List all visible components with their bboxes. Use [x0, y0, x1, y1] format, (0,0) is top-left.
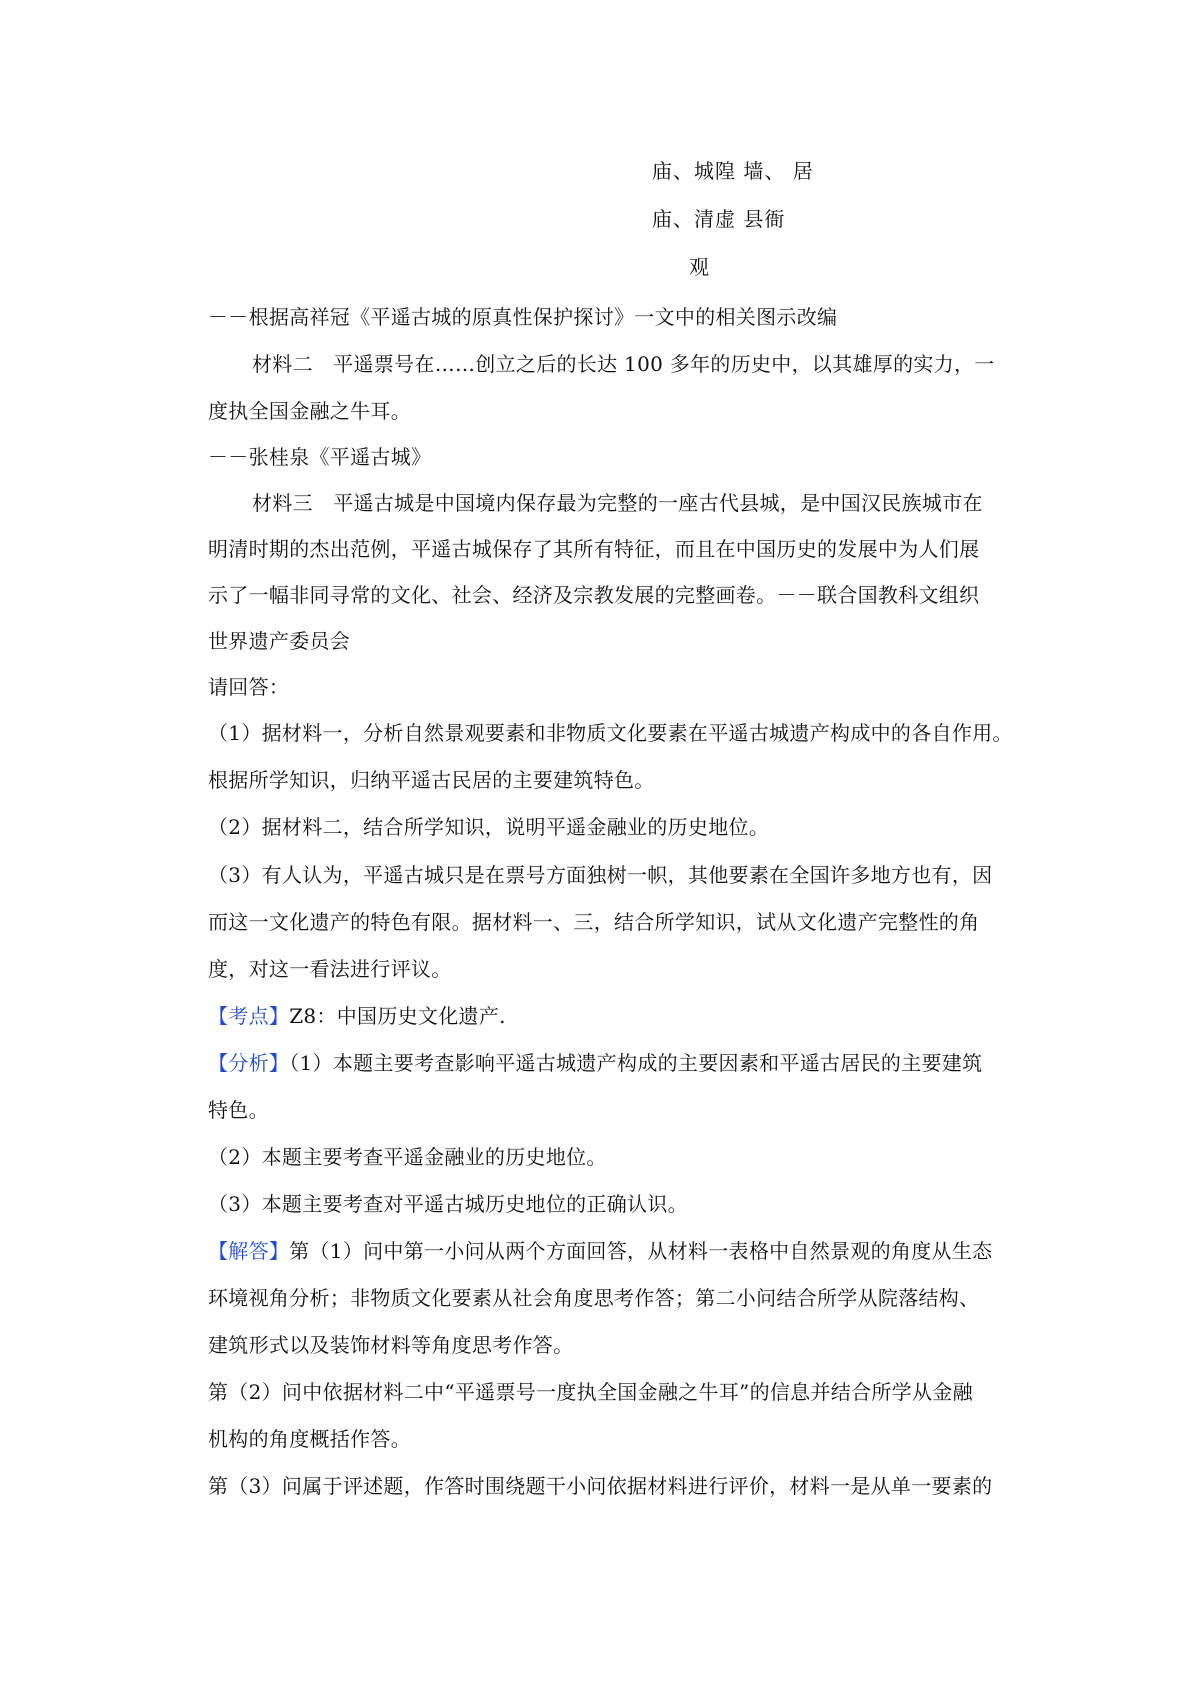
material-3-line-4: 世界遗产委员会	[208, 629, 351, 653]
material-3-line-1: 材料三 平遥古城是中国境内保存最为完整的一座古代县城，是中国汉民族城市在	[252, 491, 983, 515]
question-3-line-3: 度，对这一看法进行评议。	[208, 957, 452, 981]
kaodian-text: Z8：中国历史文化遗产.	[289, 1004, 506, 1028]
question-1-line-1: （1）据材料一，分析自然景观要素和非物质文化要素在平遥古城遗产构成中的各自作用。	[208, 721, 1013, 745]
kaodian-tag: 【考点】	[208, 1004, 290, 1028]
source-note-1: －－根据高祥冠《平遥古城的原真性保护探讨》一文中的相关图示改编	[208, 305, 838, 329]
kaodian-line	[208, 1001, 506, 1031]
jieda-line-1	[208, 1236, 992, 1266]
question-3-line-2: 而这一文化遗产的特色有限。据材料一、三，结合所学知识，试从文化遗产完整性的角	[208, 910, 980, 934]
fenxi-line-2: 特色。	[208, 1098, 269, 1122]
jieda-line-2: 环境视角分析；非物质文化要素从社会角度思考作答；第二小问结合所学从院落结构、	[208, 1286, 980, 1310]
jieda-text: 第（1）问中第一小问从两个方面回答，从材料一表格中自然景观的角度从生态	[289, 1239, 993, 1263]
jieda-line-5: 机构的角度概括作答。	[208, 1427, 411, 1451]
source-note-2: －－张桂泉《平遥古城》	[208, 445, 432, 469]
fenxi-tag: 【分析】	[208, 1051, 290, 1075]
question-1-line-2: 根据所学知识，归纳平遥古民居的主要建筑特色。	[208, 768, 655, 792]
jieda-line-4: 第（2）问中依据材料二中“平遥票号一度执全国金融之牛耳”的信息并结合所学从金融	[208, 1380, 973, 1404]
jieda-line-6: 第（3）问属于评述题，作答时围绕题干小问依据材料进行评价，材料一是从单一要素的	[208, 1474, 993, 1498]
jieda-tag: 【解答】	[208, 1239, 290, 1263]
fenxi-line-4: （3）本题主要考查对平遥古城历史地位的正确认识。	[208, 1192, 688, 1216]
jieda-line-3: 建筑形式以及装饰材料等角度思考作答。	[208, 1333, 574, 1357]
material-3-line-3: 示了一幅非同寻常的文化、社会、经济及宗教发展的完整画卷。－－联合国教科文组织	[208, 583, 980, 607]
material-2-line-1: 材料二 平遥票号在……创立之后的长达 100 多年的历史中，以其雄厚的实力，一	[252, 352, 995, 376]
fenxi-text: （1）本题主要考查影响平遥古城遗产构成的主要因素和平遥古居民的主要建筑	[289, 1051, 983, 1075]
material-3-line-2: 明清时期的杰出范例，平遥古城保存了其所有特征，而且在中国历史的发展中为人们展	[208, 537, 980, 561]
question-3-line-1: （3）有人认为，平遥古城只是在票号方面独树一帜，其他要素在全国许多地方也有，因	[208, 863, 993, 887]
material-2-line-2: 度执全国金融之牛耳。	[208, 399, 411, 423]
question-2: （2）据材料二，结合所学知识，说明平遥金融业的历史地位。	[208, 815, 770, 839]
table-fragment-row-1: 庙、城隍 墙、 居	[652, 159, 814, 183]
table-fragment-row-3: 观	[689, 255, 710, 279]
fenxi-line-1	[208, 1048, 982, 1078]
question-prompt: 请回答：	[208, 675, 290, 699]
fenxi-line-3: （2）本题主要考查平遥金融业的历史地位。	[208, 1145, 607, 1169]
table-fragment-row-2: 庙、清虚 县衙	[652, 207, 786, 231]
